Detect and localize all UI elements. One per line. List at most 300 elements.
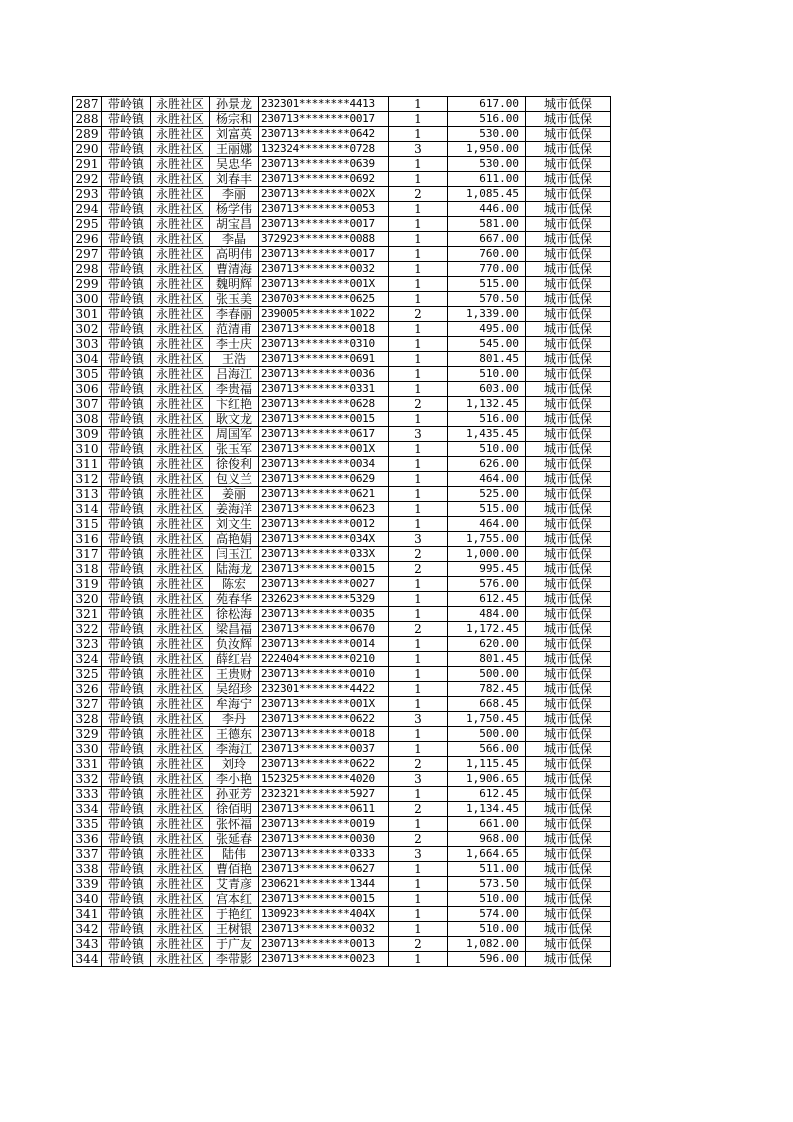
town-cell: 带岭镇 xyxy=(102,532,151,547)
id-number-cell: 132324********0728 xyxy=(259,142,389,157)
household-count-cell: 1 xyxy=(389,292,448,307)
community-cell: 永胜社区 xyxy=(151,487,210,502)
name-cell: 王丽娜 xyxy=(210,142,259,157)
aid-type-cell: 城市低保 xyxy=(526,817,611,832)
household-count-cell: 1 xyxy=(389,667,448,682)
row-number: 344 xyxy=(73,952,102,967)
household-count-cell: 1 xyxy=(389,337,448,352)
table-row xyxy=(73,877,611,892)
table-row xyxy=(73,202,611,217)
amount-cell: 1,435.45 xyxy=(448,427,526,442)
amount-cell: 566.00 xyxy=(448,742,526,757)
town-cell: 带岭镇 xyxy=(102,607,151,622)
aid-type-cell: 城市低保 xyxy=(526,682,611,697)
town-cell: 带岭镇 xyxy=(102,217,151,232)
table-row xyxy=(73,802,611,817)
id-number-cell: 230713********0037 xyxy=(259,742,389,757)
town-cell: 带岭镇 xyxy=(102,667,151,682)
name-cell: 刘春丰 xyxy=(210,172,259,187)
row-number: 340 xyxy=(73,892,102,907)
community-cell: 永胜社区 xyxy=(151,802,210,817)
table-row xyxy=(73,157,611,172)
table-row xyxy=(73,727,611,742)
id-number-cell: 230713********0310 xyxy=(259,337,389,352)
id-number-cell: 230713********001X xyxy=(259,277,389,292)
table-row xyxy=(73,637,611,652)
household-count-cell: 2 xyxy=(389,757,448,772)
id-number-cell: 230713********0333 xyxy=(259,847,389,862)
row-number: 315 xyxy=(73,517,102,532)
name-cell: 刘玲 xyxy=(210,757,259,772)
row-number: 312 xyxy=(73,472,102,487)
table-row xyxy=(73,97,611,112)
table-row xyxy=(73,952,611,967)
town-cell: 带岭镇 xyxy=(102,307,151,322)
household-count-cell: 1 xyxy=(389,442,448,457)
row-number: 313 xyxy=(73,487,102,502)
aid-type-cell: 城市低保 xyxy=(526,202,611,217)
table-row xyxy=(73,247,611,262)
community-cell: 永胜社区 xyxy=(151,787,210,802)
amount-cell: 668.45 xyxy=(448,697,526,712)
id-number-cell: 230713********0018 xyxy=(259,322,389,337)
household-count-cell: 2 xyxy=(389,937,448,952)
amount-cell: 801.45 xyxy=(448,652,526,667)
name-cell: 胡宝昌 xyxy=(210,217,259,232)
household-count-cell: 1 xyxy=(389,862,448,877)
table-row xyxy=(73,547,611,562)
aid-type-cell: 城市低保 xyxy=(526,397,611,412)
row-number: 308 xyxy=(73,412,102,427)
town-cell: 带岭镇 xyxy=(102,202,151,217)
town-cell: 带岭镇 xyxy=(102,337,151,352)
aid-type-cell: 城市低保 xyxy=(526,412,611,427)
household-count-cell: 2 xyxy=(389,307,448,322)
community-cell: 永胜社区 xyxy=(151,667,210,682)
id-number-cell: 230713********001X xyxy=(259,697,389,712)
household-count-cell: 2 xyxy=(389,802,448,817)
id-number-cell: 230703********0625 xyxy=(259,292,389,307)
town-cell: 带岭镇 xyxy=(102,352,151,367)
aid-type-cell: 城市低保 xyxy=(526,892,611,907)
community-cell: 永胜社区 xyxy=(151,742,210,757)
community-cell: 永胜社区 xyxy=(151,232,210,247)
id-number-cell: 230713********0017 xyxy=(259,112,389,127)
name-cell: 周国军 xyxy=(210,427,259,442)
household-count-cell: 2 xyxy=(389,832,448,847)
id-number-cell: 230713********0611 xyxy=(259,802,389,817)
id-number-cell: 230713********0691 xyxy=(259,352,389,367)
town-cell: 带岭镇 xyxy=(102,952,151,967)
town-cell: 带岭镇 xyxy=(102,592,151,607)
amount-cell: 464.00 xyxy=(448,472,526,487)
name-cell: 张怀福 xyxy=(210,817,259,832)
aid-type-cell: 城市低保 xyxy=(526,112,611,127)
amount-cell: 510.00 xyxy=(448,922,526,937)
aid-type-cell: 城市低保 xyxy=(526,667,611,682)
row-number: 294 xyxy=(73,202,102,217)
table-row xyxy=(73,847,611,862)
row-number: 301 xyxy=(73,307,102,322)
aid-type-cell: 城市低保 xyxy=(526,232,611,247)
row-number: 298 xyxy=(73,262,102,277)
town-cell: 带岭镇 xyxy=(102,802,151,817)
name-cell: 李贵福 xyxy=(210,382,259,397)
town-cell: 带岭镇 xyxy=(102,892,151,907)
id-number-cell: 130923********404X xyxy=(259,907,389,922)
aid-type-cell: 城市低保 xyxy=(526,442,611,457)
row-number: 314 xyxy=(73,502,102,517)
amount-cell: 1,664.65 xyxy=(448,847,526,862)
id-number-cell: 230713********0013 xyxy=(259,937,389,952)
name-cell: 吕海江 xyxy=(210,367,259,382)
household-count-cell: 1 xyxy=(389,232,448,247)
name-cell: 李丽 xyxy=(210,187,259,202)
aid-type-cell: 城市低保 xyxy=(526,307,611,322)
community-cell: 永胜社区 xyxy=(151,877,210,892)
name-cell: 曹清海 xyxy=(210,262,259,277)
name-cell: 李晶 xyxy=(210,232,259,247)
row-number: 321 xyxy=(73,607,102,622)
id-number-cell: 230713********033X xyxy=(259,547,389,562)
household-count-cell: 1 xyxy=(389,352,448,367)
town-cell: 带岭镇 xyxy=(102,232,151,247)
table-row xyxy=(73,862,611,877)
community-cell: 永胜社区 xyxy=(151,322,210,337)
town-cell: 带岭镇 xyxy=(102,937,151,952)
aid-type-cell: 城市低保 xyxy=(526,472,611,487)
aid-type-cell: 城市低保 xyxy=(526,922,611,937)
aid-type-cell: 城市低保 xyxy=(526,532,611,547)
row-number: 324 xyxy=(73,652,102,667)
community-cell: 永胜社区 xyxy=(151,922,210,937)
aid-type-cell: 城市低保 xyxy=(526,637,611,652)
row-number: 290 xyxy=(73,142,102,157)
id-number-cell: 230713********034X xyxy=(259,532,389,547)
town-cell: 带岭镇 xyxy=(102,157,151,172)
name-cell: 高艳娟 xyxy=(210,532,259,547)
aid-type-cell: 城市低保 xyxy=(526,772,611,787)
table-row xyxy=(73,457,611,472)
community-cell: 永胜社区 xyxy=(151,502,210,517)
row-number: 305 xyxy=(73,367,102,382)
community-cell: 永胜社区 xyxy=(151,292,210,307)
row-number: 337 xyxy=(73,847,102,862)
household-count-cell: 1 xyxy=(389,487,448,502)
aid-type-cell: 城市低保 xyxy=(526,352,611,367)
row-number: 287 xyxy=(73,97,102,112)
amount-cell: 530.00 xyxy=(448,157,526,172)
table-row xyxy=(73,757,611,772)
table-row xyxy=(73,532,611,547)
amount-cell: 446.00 xyxy=(448,202,526,217)
aid-type-cell: 城市低保 xyxy=(526,727,611,742)
aid-type-cell: 城市低保 xyxy=(526,142,611,157)
town-cell: 带岭镇 xyxy=(102,847,151,862)
household-count-cell: 1 xyxy=(389,382,448,397)
town-cell: 带岭镇 xyxy=(102,862,151,877)
aid-type-cell: 城市低保 xyxy=(526,877,611,892)
id-number-cell: 230713********0642 xyxy=(259,127,389,142)
town-cell: 带岭镇 xyxy=(102,817,151,832)
aid-type-cell: 城市低保 xyxy=(526,562,611,577)
id-number-cell: 230713********0032 xyxy=(259,262,389,277)
aid-type-cell: 城市低保 xyxy=(526,157,611,172)
table-row xyxy=(73,187,611,202)
row-number: 328 xyxy=(73,712,102,727)
table-row xyxy=(73,232,611,247)
name-cell: 陈宏 xyxy=(210,577,259,592)
community-cell: 永胜社区 xyxy=(151,637,210,652)
aid-type-cell: 城市低保 xyxy=(526,802,611,817)
table-row xyxy=(73,427,611,442)
town-cell: 带岭镇 xyxy=(102,577,151,592)
table-row xyxy=(73,832,611,847)
aid-type-cell: 城市低保 xyxy=(526,97,611,112)
town-cell: 带岭镇 xyxy=(102,322,151,337)
id-number-cell: 230713********0019 xyxy=(259,817,389,832)
community-cell: 永胜社区 xyxy=(151,592,210,607)
amount-cell: 1,085.45 xyxy=(448,187,526,202)
table-row xyxy=(73,907,611,922)
row-number: 325 xyxy=(73,667,102,682)
name-cell: 杨宗和 xyxy=(210,112,259,127)
community-cell: 永胜社区 xyxy=(151,187,210,202)
aid-type-cell: 城市低保 xyxy=(526,697,611,712)
amount-cell: 620.00 xyxy=(448,637,526,652)
table-row xyxy=(73,622,611,637)
amount-cell: 576.00 xyxy=(448,577,526,592)
aid-type-cell: 城市低保 xyxy=(526,712,611,727)
community-cell: 永胜社区 xyxy=(151,112,210,127)
town-cell: 带岭镇 xyxy=(102,502,151,517)
aid-type-cell: 城市低保 xyxy=(526,487,611,502)
community-cell: 永胜社区 xyxy=(151,382,210,397)
household-count-cell: 1 xyxy=(389,682,448,697)
name-cell: 艾青彦 xyxy=(210,877,259,892)
household-count-cell: 1 xyxy=(389,577,448,592)
table-row xyxy=(73,277,611,292)
row-number: 333 xyxy=(73,787,102,802)
id-number-cell: 152325********4020 xyxy=(259,772,389,787)
name-cell: 卞红艳 xyxy=(210,397,259,412)
aid-type-cell: 城市低保 xyxy=(526,457,611,472)
table-row xyxy=(73,652,611,667)
community-cell: 永胜社区 xyxy=(151,952,210,967)
household-count-cell: 1 xyxy=(389,742,448,757)
community-cell: 永胜社区 xyxy=(151,847,210,862)
household-count-cell: 3 xyxy=(389,427,448,442)
table-row xyxy=(73,787,611,802)
community-cell: 永胜社区 xyxy=(151,937,210,952)
town-cell: 带岭镇 xyxy=(102,877,151,892)
aid-type-cell: 城市低保 xyxy=(526,757,611,772)
household-count-cell: 1 xyxy=(389,247,448,262)
table-row xyxy=(73,142,611,157)
aid-type-cell: 城市低保 xyxy=(526,592,611,607)
id-number-cell: 230713********0053 xyxy=(259,202,389,217)
name-cell: 李丹 xyxy=(210,712,259,727)
id-number-cell: 372923********0088 xyxy=(259,232,389,247)
row-number: 309 xyxy=(73,427,102,442)
community-cell: 永胜社区 xyxy=(151,712,210,727)
town-cell: 带岭镇 xyxy=(102,367,151,382)
table-row xyxy=(73,337,611,352)
town-cell: 带岭镇 xyxy=(102,472,151,487)
town-cell: 带岭镇 xyxy=(102,622,151,637)
community-cell: 永胜社区 xyxy=(151,892,210,907)
aid-type-cell: 城市低保 xyxy=(526,847,611,862)
aid-type-cell: 城市低保 xyxy=(526,547,611,562)
household-count-cell: 1 xyxy=(389,202,448,217)
amount-cell: 516.00 xyxy=(448,412,526,427)
community-cell: 永胜社区 xyxy=(151,202,210,217)
aid-type-cell: 城市低保 xyxy=(526,277,611,292)
community-cell: 永胜社区 xyxy=(151,757,210,772)
household-count-cell: 1 xyxy=(389,727,448,742)
name-cell: 负汝辉 xyxy=(210,637,259,652)
community-cell: 永胜社区 xyxy=(151,97,210,112)
aid-type-cell: 城市低保 xyxy=(526,787,611,802)
household-count-cell: 1 xyxy=(389,112,448,127)
id-number-cell: 230713********0621 xyxy=(259,487,389,502)
name-cell: 徐松海 xyxy=(210,607,259,622)
amount-cell: 782.45 xyxy=(448,682,526,697)
id-number-cell: 232301********4413 xyxy=(259,97,389,112)
id-number-cell: 230713********002X xyxy=(259,187,389,202)
row-number: 317 xyxy=(73,547,102,562)
name-cell: 姜海洋 xyxy=(210,502,259,517)
amount-cell: 612.45 xyxy=(448,787,526,802)
amount-cell: 500.00 xyxy=(448,727,526,742)
name-cell: 王树银 xyxy=(210,922,259,937)
row-number: 329 xyxy=(73,727,102,742)
table-row xyxy=(73,922,611,937)
community-cell: 永胜社区 xyxy=(151,427,210,442)
id-number-cell: 230713********0015 xyxy=(259,562,389,577)
town-cell: 带岭镇 xyxy=(102,787,151,802)
amount-cell: 968.00 xyxy=(448,832,526,847)
amount-cell: 574.00 xyxy=(448,907,526,922)
table-body xyxy=(73,97,611,967)
table-row xyxy=(73,682,611,697)
aid-type-cell: 城市低保 xyxy=(526,187,611,202)
row-number: 307 xyxy=(73,397,102,412)
row-number: 322 xyxy=(73,622,102,637)
community-cell: 永胜社区 xyxy=(151,337,210,352)
id-number-cell: 230713********0015 xyxy=(259,412,389,427)
name-cell: 孙景龙 xyxy=(210,97,259,112)
town-cell: 带岭镇 xyxy=(102,397,151,412)
amount-cell: 510.00 xyxy=(448,442,526,457)
town-cell: 带岭镇 xyxy=(102,142,151,157)
town-cell: 带岭镇 xyxy=(102,427,151,442)
amount-cell: 484.00 xyxy=(448,607,526,622)
community-cell: 永胜社区 xyxy=(151,472,210,487)
household-count-cell: 3 xyxy=(389,142,448,157)
town-cell: 带岭镇 xyxy=(102,682,151,697)
town-cell: 带岭镇 xyxy=(102,922,151,937)
household-count-cell: 2 xyxy=(389,622,448,637)
aid-type-cell: 城市低保 xyxy=(526,577,611,592)
id-number-cell: 230713********0617 xyxy=(259,427,389,442)
household-count-cell: 2 xyxy=(389,187,448,202)
name-cell: 王德东 xyxy=(210,727,259,742)
id-number-cell: 230713********0032 xyxy=(259,922,389,937)
household-count-cell: 1 xyxy=(389,592,448,607)
town-cell: 带岭镇 xyxy=(102,712,151,727)
amount-cell: 1,750.45 xyxy=(448,712,526,727)
amount-cell: 530.00 xyxy=(448,127,526,142)
name-cell: 张玉军 xyxy=(210,442,259,457)
household-count-cell: 1 xyxy=(389,157,448,172)
id-number-cell: 230713********0023 xyxy=(259,952,389,967)
community-cell: 永胜社区 xyxy=(151,517,210,532)
id-number-cell: 232321********5927 xyxy=(259,787,389,802)
household-count-cell: 2 xyxy=(389,562,448,577)
table-row xyxy=(73,262,611,277)
row-number: 288 xyxy=(73,112,102,127)
amount-cell: 611.00 xyxy=(448,172,526,187)
table-row xyxy=(73,112,611,127)
table-row xyxy=(73,697,611,712)
name-cell: 陆伟 xyxy=(210,847,259,862)
id-number-cell: 230713********0622 xyxy=(259,712,389,727)
name-cell: 梁昌福 xyxy=(210,622,259,637)
household-count-cell: 3 xyxy=(389,847,448,862)
community-cell: 永胜社区 xyxy=(151,862,210,877)
town-cell: 带岭镇 xyxy=(102,187,151,202)
community-cell: 永胜社区 xyxy=(151,547,210,562)
table-row xyxy=(73,127,611,142)
table-row xyxy=(73,517,611,532)
amount-cell: 570.50 xyxy=(448,292,526,307)
row-number: 306 xyxy=(73,382,102,397)
name-cell: 孙亚芳 xyxy=(210,787,259,802)
aid-type-cell: 城市低保 xyxy=(526,862,611,877)
community-cell: 永胜社区 xyxy=(151,562,210,577)
row-number: 293 xyxy=(73,187,102,202)
aid-type-cell: 城市低保 xyxy=(526,607,611,622)
community-cell: 永胜社区 xyxy=(151,652,210,667)
id-number-cell: 230713********0027 xyxy=(259,577,389,592)
household-count-cell: 1 xyxy=(389,517,448,532)
aid-type-cell: 城市低保 xyxy=(526,262,611,277)
amount-cell: 464.00 xyxy=(448,517,526,532)
row-number: 316 xyxy=(73,532,102,547)
household-count-cell: 1 xyxy=(389,502,448,517)
row-number: 332 xyxy=(73,772,102,787)
town-cell: 带岭镇 xyxy=(102,517,151,532)
id-number-cell: 230713********0331 xyxy=(259,382,389,397)
id-number-cell: 230713********0034 xyxy=(259,457,389,472)
row-number: 334 xyxy=(73,802,102,817)
name-cell: 牟海宁 xyxy=(210,697,259,712)
id-number-cell: 230713********0017 xyxy=(259,217,389,232)
household-count-cell: 1 xyxy=(389,892,448,907)
town-cell: 带岭镇 xyxy=(102,562,151,577)
row-number: 291 xyxy=(73,157,102,172)
town-cell: 带岭镇 xyxy=(102,547,151,562)
table-row xyxy=(73,172,611,187)
community-cell: 永胜社区 xyxy=(151,697,210,712)
town-cell: 带岭镇 xyxy=(102,757,151,772)
table-row xyxy=(73,322,611,337)
row-number: 297 xyxy=(73,247,102,262)
household-count-cell: 1 xyxy=(389,652,448,667)
id-number-cell: 230713********0010 xyxy=(259,667,389,682)
name-cell: 李小艳 xyxy=(210,772,259,787)
